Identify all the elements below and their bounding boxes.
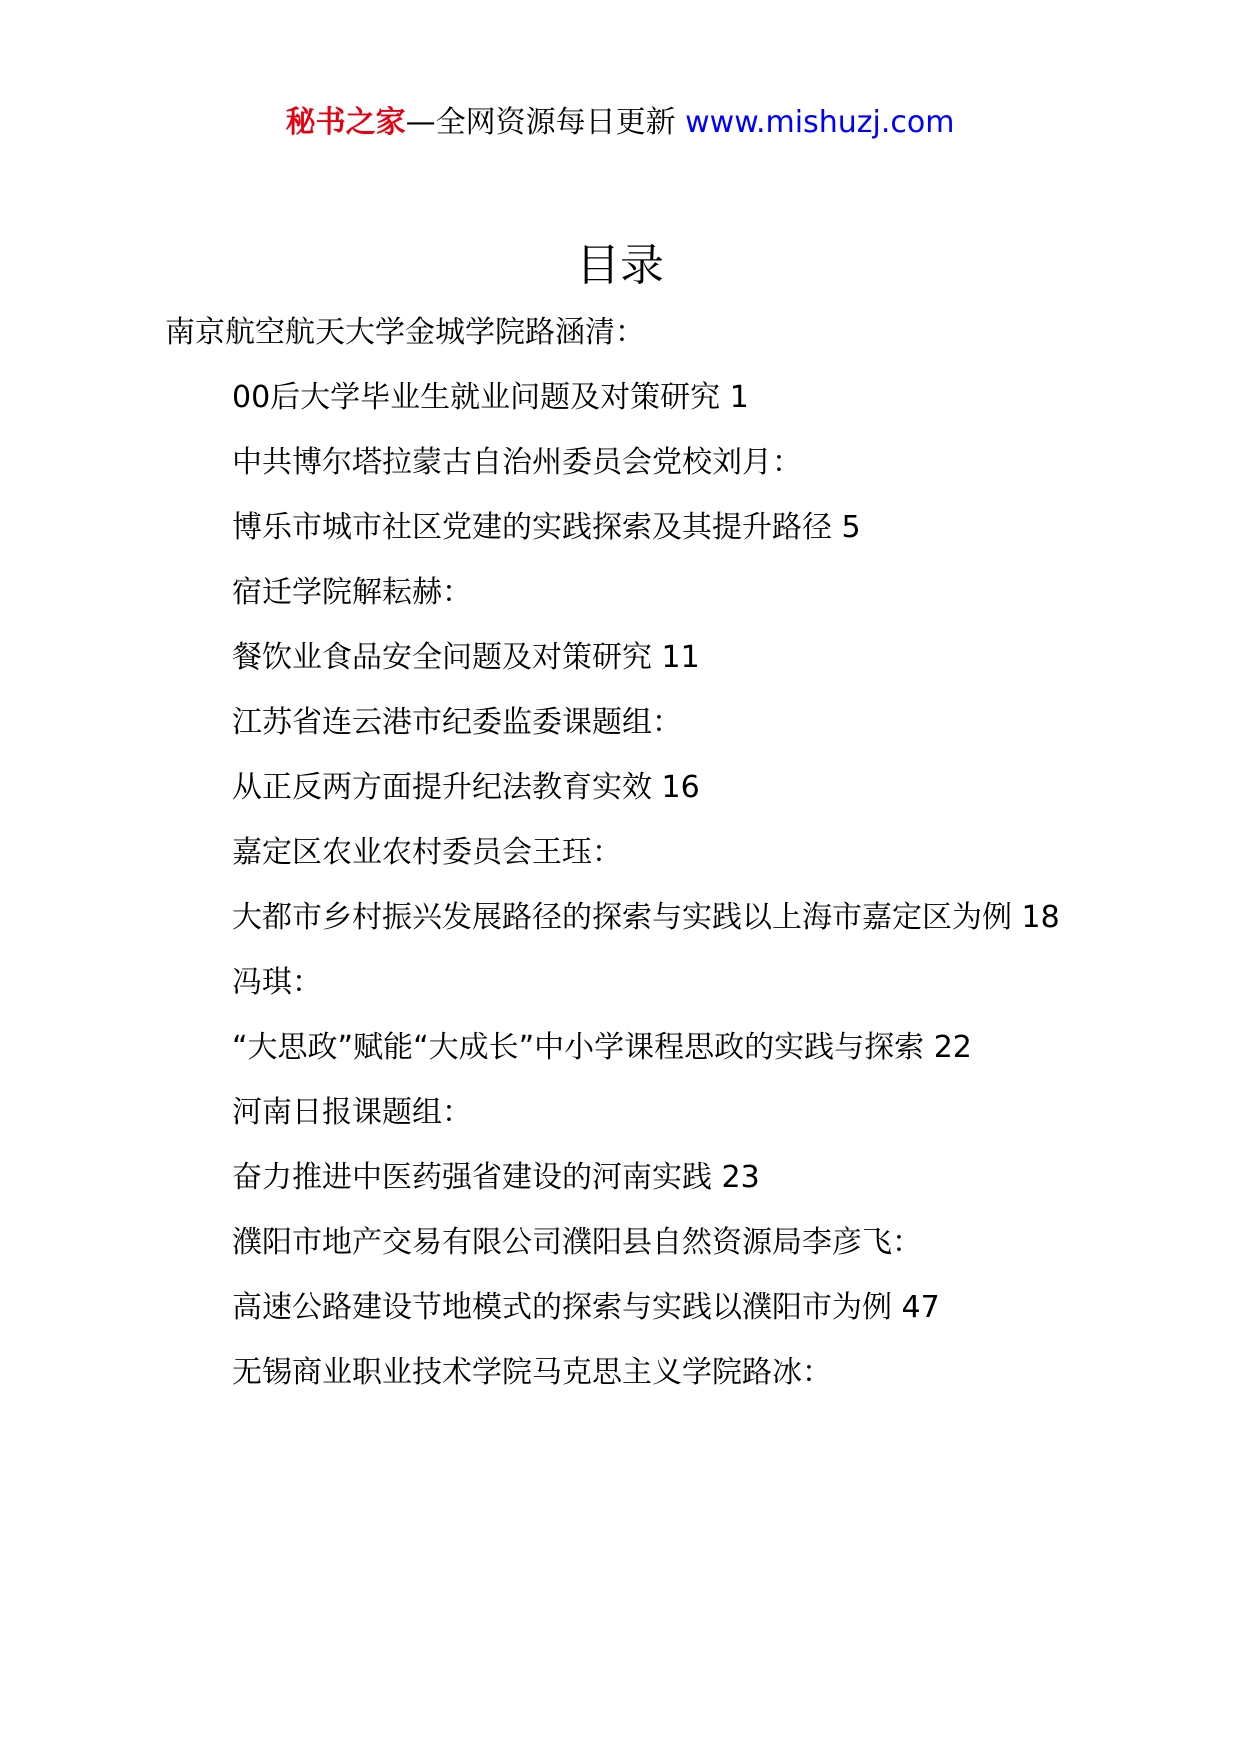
page-title: 目录 [576, 240, 664, 291]
toc-author-line: 河南日报课题组： [232, 1095, 472, 1130]
toc-author-line: 嘉定区农业农村委员会王珏： [232, 835, 622, 870]
toc-entry[interactable]: 奋力推进中医药强省建设的河南实践 23 [232, 1160, 760, 1195]
toc-author-line: 无锡商业职业技术学院马克思主义学院路冰： [232, 1355, 832, 1390]
site-url-link[interactable]: www.mishuzj.com [685, 105, 955, 140]
site-tagline: —全网资源每日更新 [405, 105, 686, 140]
toc-entry[interactable]: 从正反两方面提升纪法教育实效 16 [232, 770, 700, 805]
site-brand: 秘书之家 [285, 105, 406, 140]
toc-author-line: 南京航空航天大学金城学院路涵清： [165, 315, 645, 350]
toc-author-line: 宿迁学院解耘赫： [232, 575, 472, 610]
toc-entry[interactable]: 博乐市城市社区党建的实践探索及其提升路径 5 [232, 510, 861, 545]
toc-entry[interactable]: 餐饮业食品安全问题及对策研究 11 [232, 640, 700, 675]
toc-entry[interactable]: 00后大学毕业生就业问题及对策研究 1 [232, 380, 749, 415]
toc-entry[interactable]: 大都市乡村振兴发展路径的探索与实践以上海市嘉定区为例 18 [232, 900, 1060, 935]
table-of-contents [165, 300, 1095, 1405]
toc-author-line: 江苏省连云港市纪委监委课题组： [232, 705, 682, 740]
toc-author-line: 濮阳市地产交易有限公司濮阳县自然资源局李彦飞： [232, 1225, 922, 1260]
site-header [0, 98, 1240, 148]
toc-entry[interactable]: “大思政”赋能“大成长”中小学课程思政的实践与探索 22 [232, 1030, 972, 1065]
toc-entry[interactable]: 高速公路建设节地模式的探索与实践以濮阳市为例 47 [232, 1290, 940, 1325]
toc-author-line: 中共博尔塔拉蒙古自治州委员会党校刘月： [232, 445, 802, 480]
toc-author-line: 冯琪： [232, 965, 322, 1000]
